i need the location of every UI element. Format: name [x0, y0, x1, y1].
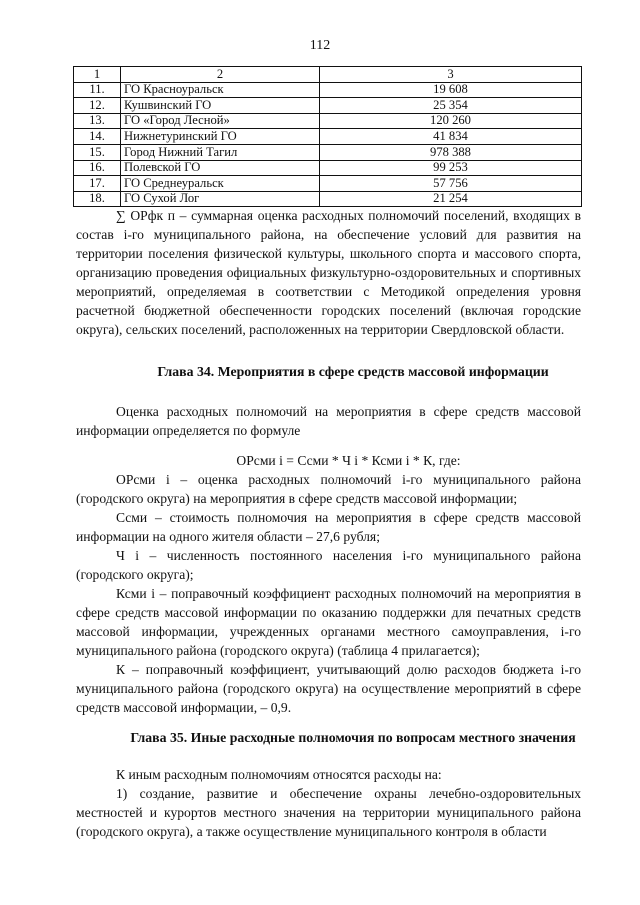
chapter-34-body [76, 402, 581, 717]
district-name-cell: Кушвинский ГО [121, 98, 320, 114]
table-header-row [74, 67, 582, 83]
chapter-35-title: Глава 35. Иные расходные полномочия по вопросам местного значения [130, 730, 576, 745]
table-row [74, 160, 582, 176]
data-table [73, 66, 582, 207]
value-cell: 99 253 [320, 160, 582, 176]
table-header-cell: 2 [121, 67, 320, 83]
value-cell: 57 756 [320, 176, 582, 192]
chapter-35-intro: К иным расходным полномочиям относятся расходы на: [116, 767, 442, 782]
row-number-cell: 17. [74, 176, 121, 192]
sum-description [76, 206, 581, 339]
table-row [74, 113, 582, 129]
district-name-cell: ГО Красноуральск [121, 82, 320, 98]
value-cell: 25 354 [320, 98, 582, 114]
chapter-35-item-1: 1) создание, развитие и обеспечение охраны лечебно-оздоровительных местностей и курортов местного значения на территории муниципального района (городского округа), а также осуществление муниципального контроля в области [76, 786, 581, 839]
row-number-cell: 18. [74, 191, 121, 207]
district-name-cell: ГО Сухой Лог [121, 191, 320, 207]
page-number: 112 [309, 38, 331, 53]
table-row [74, 191, 582, 207]
value-cell: 41 834 [320, 129, 582, 145]
definition-ch: Ч i – численность постоянного населения i-го муниципального района (городского округа); [76, 548, 581, 582]
district-name-cell: ГО «Город Лесной» [121, 113, 320, 129]
table-row [74, 98, 582, 114]
value-cell: 21 254 [320, 191, 582, 207]
table-header-cell: 1 [74, 67, 121, 83]
definition-ksmi: Ксми i – поправочный коэффициент расходных полномочий на мероприятия в сфере средств массовой информации по оказанию поддержки для печатных средств массовой информации, учрежденных органами местного самоуправления, i-го муниципального района (городского округа) (таблица 4 прилагается); [76, 586, 581, 658]
table-row [74, 82, 582, 98]
value-cell: 978 388 [320, 144, 582, 160]
table-row [74, 144, 582, 160]
definition-k: К – поправочный коэффициент, учитывающий долю расходов бюджета i-го муниципального района (городского округа) на осуществление мероприятий в сфере средств массовой информации, – 0,9. [76, 662, 581, 715]
district-name-cell: Город Нижний Тагил [121, 144, 320, 160]
definition-orsmi: ОРсми i – оценка расходных полномочий i-го муниципального района (городского округа) на мероприятия в сфере средств массовой информации; [76, 472, 581, 506]
formula: ОРсми i = Ссми * Ч i * Ксми i * К, где: [236, 453, 461, 468]
table-row [74, 176, 582, 192]
value-cell: 120 260 [320, 113, 582, 129]
chapter-35-body [76, 765, 581, 841]
definition-ssmi: Ссми – стоимость полномочия на мероприятия в сфере средств массовой информации на одного жителя области – 27,6 рубля; [76, 510, 581, 544]
sum-paragraph: ∑ ОРфк п – суммарная оценка расходных полномочий поселений, входящих в состав i-го муниципального района, на обеспечение условий для развития на территории поселения физической культуры, школьного спорта и массового спорта, организацию проведения официальных физкультурно-оздоровительных и спортивных мероприятий, определяемая в соответствии с Методикой определения уровня расчетной бюджетной обеспеченности городских поселений (включая городские округа), сельских поселений, расположенных на территории Свердловской области. [76, 208, 581, 337]
table-header-cell: 3 [320, 67, 582, 83]
row-number-cell: 14. [74, 129, 121, 145]
value-cell: 19 608 [320, 82, 582, 98]
district-name-cell: Нижнетуринский ГО [121, 129, 320, 145]
chapter-34-intro: Оценка расходных полномочий на мероприятия в сфере средств массовой информации определяется по формуле [76, 404, 581, 438]
district-name-cell: Полевской ГО [121, 160, 320, 176]
row-number-cell: 12. [74, 98, 121, 114]
row-number-cell: 13. [74, 113, 121, 129]
row-number-cell: 15. [74, 144, 121, 160]
district-name-cell: ГО Среднеуральск [121, 176, 320, 192]
row-number-cell: 16. [74, 160, 121, 176]
table-row [74, 129, 582, 145]
chapter-34-title: Глава 34. Мероприятия в сфере средств массовой информации [157, 364, 549, 379]
row-number-cell: 11. [74, 82, 121, 98]
